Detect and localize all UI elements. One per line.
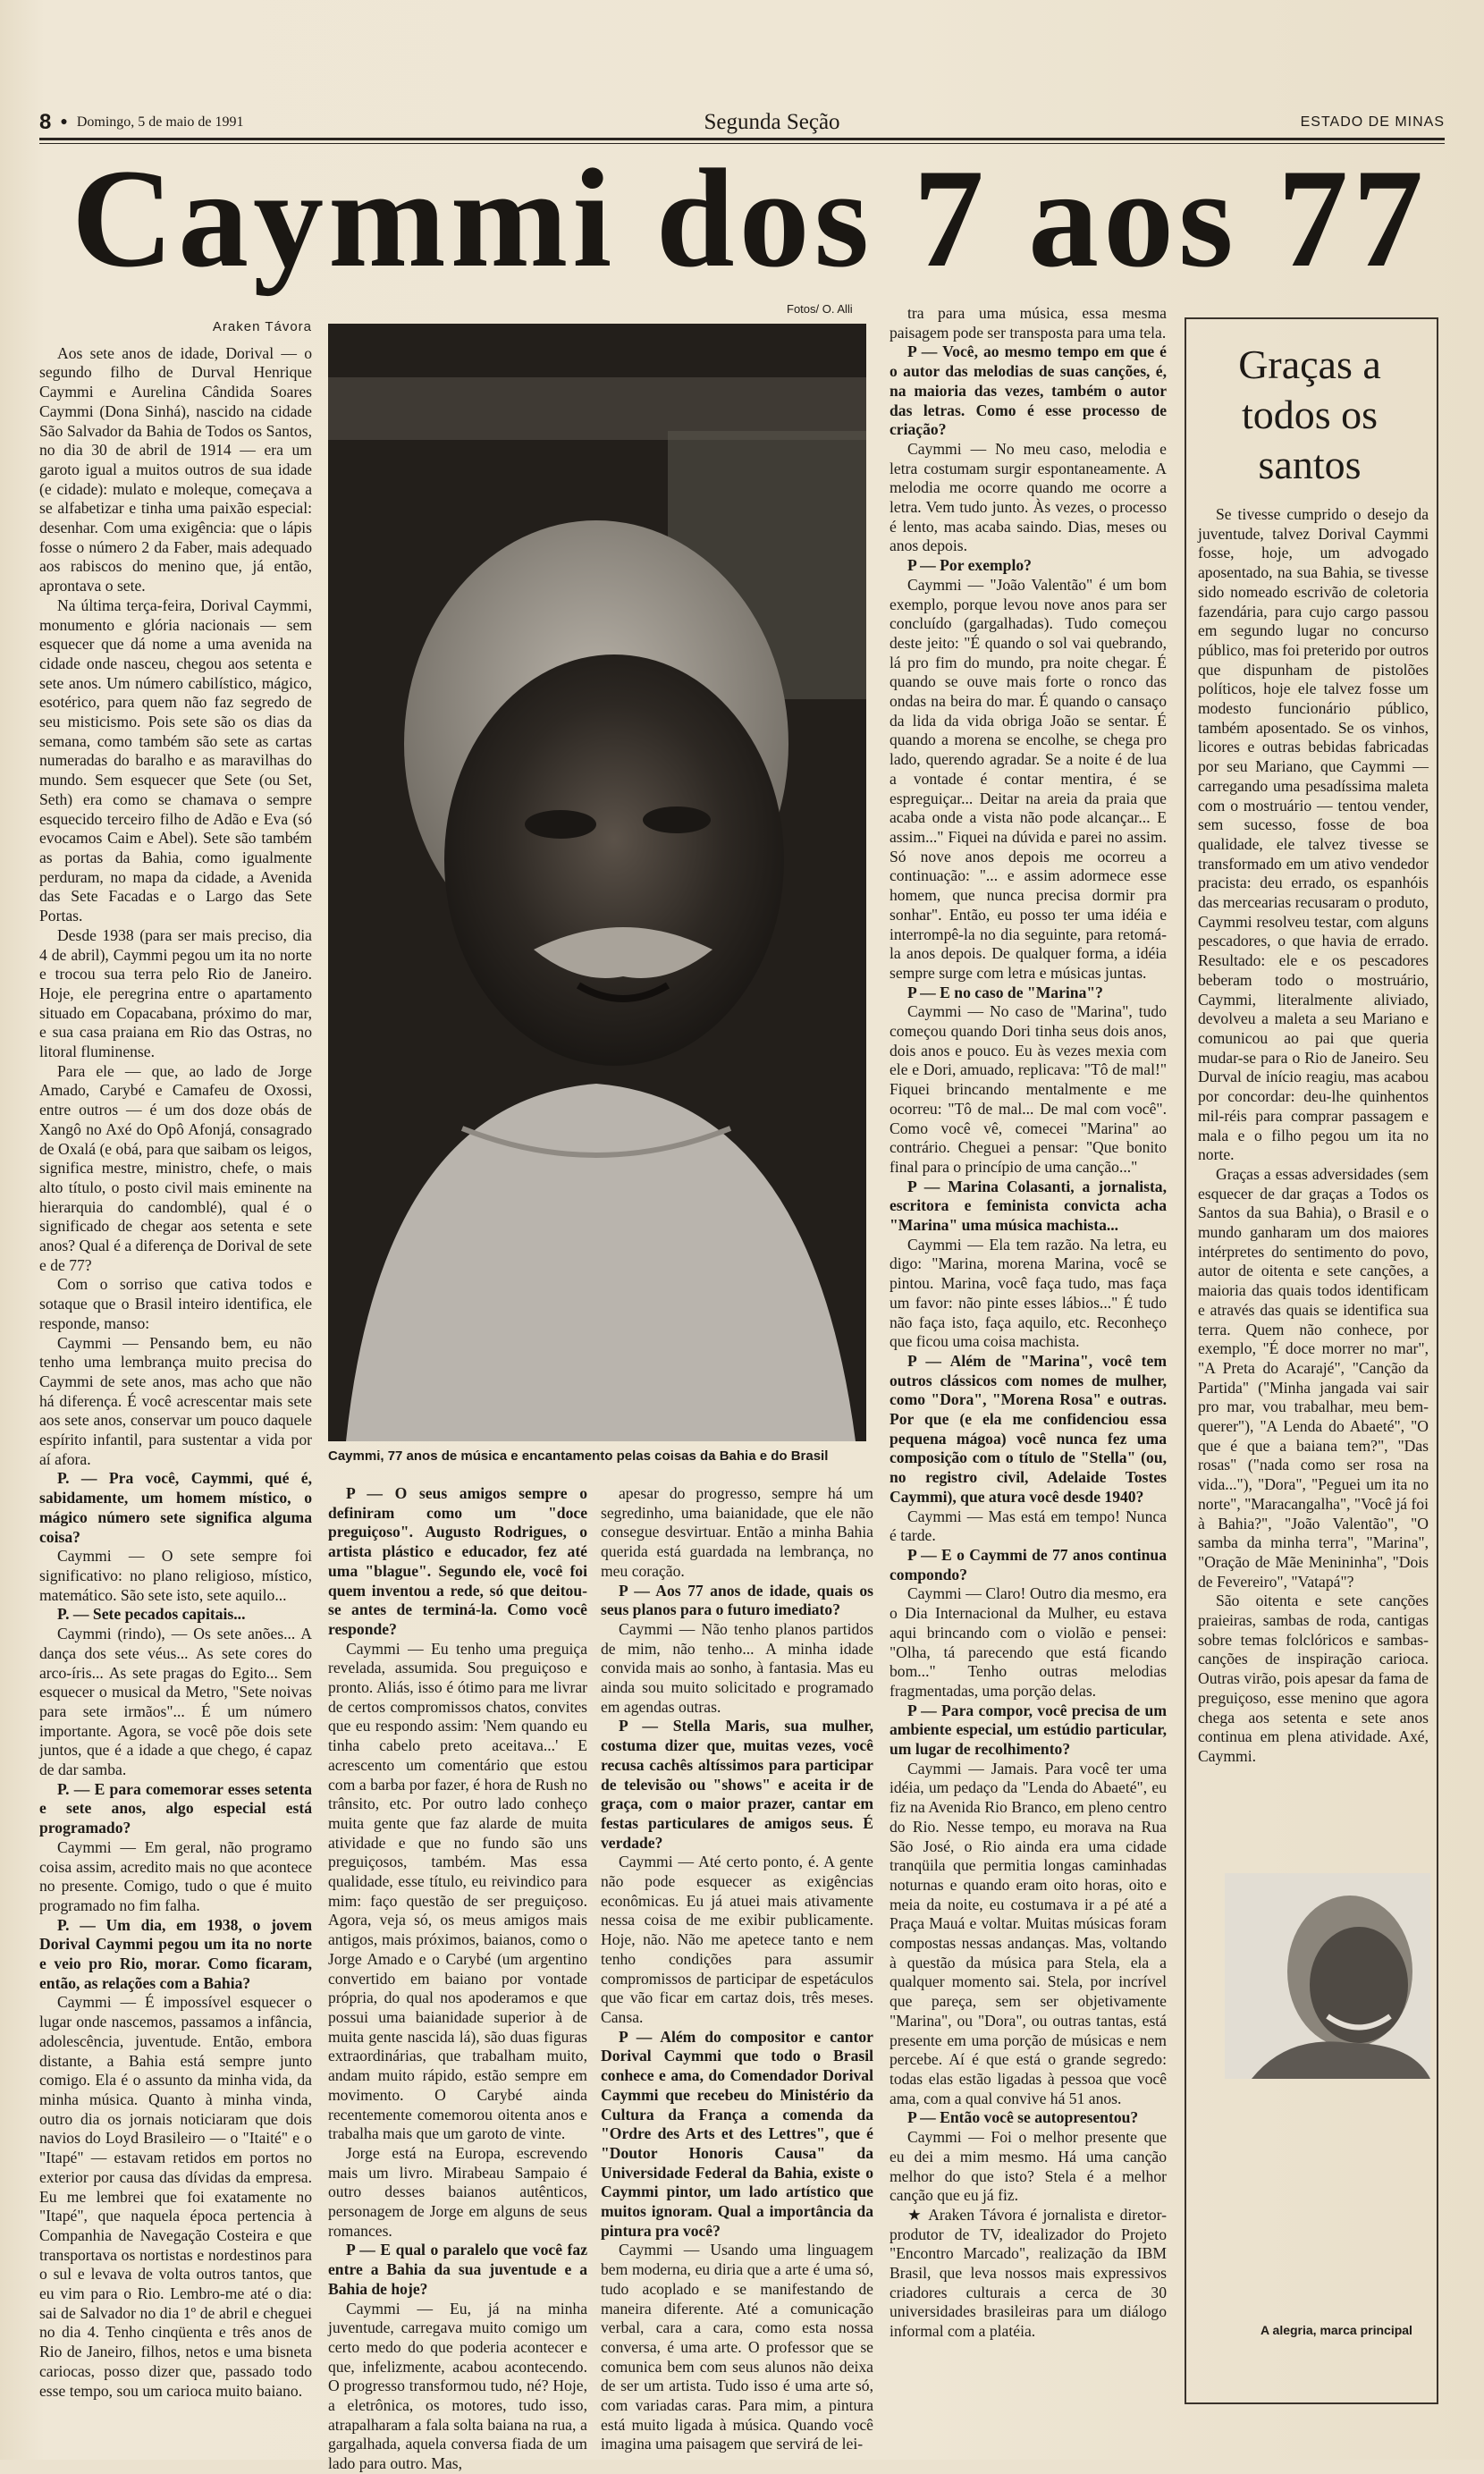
photo-caption: Caymmi, 77 anos de música e encantamento pelas coisas da Bahia e do Brasil [328, 1448, 829, 1464]
article-paragraph: Aos sete anos de idade, Dorival — o segundo filho de Durval Henrique Caymmi e Aurelina Cândida Soares Caymmi (Dona Sinhá), nascido na cidade São Salvador da Bahia de Todos os Santos, no dia 30 de abril de 1914 — era um garoto igual a muitos outros de sua idade (e cidade): mulato e moleque, começava a se alfabetizar e tinha uma paixão especial: desenhar. Com uma exigência: que o lápis fosse o número 2 da Faber, mais adequado aos rabiscos do menino que, já então, aprontava o sete. [39, 343, 312, 595]
byline: Araken Távora [212, 319, 312, 334]
bullet-icon: ● [60, 115, 68, 129]
article-paragraph: Desde 1938 (para ser mais preciso, dia 4 de abril), Caymmi pegou um ita no norte e trocou sua terra pelo Rio de Janeiro. Hoje, ele peregrina entre o apartamento situado em Copacabana, próximo do mar, e sua casa praiana em Rio das Ostras, no litoral fluminense. [39, 925, 312, 1061]
article-paragraph: P — Você, ao mesmo tempo em que é o autor das melodias de suas canções, é, na maioria das vezes, também o autor das letras. Como é esse processo de criação? [890, 342, 1167, 439]
article-paragraph: P — E qual o paralelo que você faz entre a Bahia da sua juventude e a Bahia de hoje? [328, 2241, 587, 2298]
article-paragraph: Caymmi — Foi o melhor presente que eu dei a mim mesmo. Há uma canção melhor do que isto? Stela é a melhor canção que eu já fiz. [890, 2128, 1167, 2205]
sidebar-title [1189, 340, 1430, 490]
article-paragraph: tra para uma música, essa mesma paisagem pode ser transposta para uma tela. [890, 304, 1167, 342]
article-paragraph: P — Marina Colasanti, a jornalista, escritora e feminista convicta acha "Marina" uma música machista... [890, 1177, 1167, 1235]
article-paragraph: P — Por exemplo? [907, 556, 1032, 575]
section-name: Segunda Seção [704, 110, 840, 134]
article-paragraph: Na última terça-feira, Dorival Caymmi, monumento e glória nacionais — sem esquecer que dá nome a uma avenida na cidade onde nasceu, chegou aos setenta e sete anos. Um número cabilístico, mágico, esotérico, para quem não faz segredo de seu misticismo. Pois sete são os dias da semana, como também são sete as cartas numeradas do baralho e as maravilhas do mundo. Sem esquecer que Sete (ou Set, Seth) era como se chamava o sempre esquecido terceiro filho de Adão e Eva (só evocamos Caim e Abel). Sete são também as portas da Bahia, como igualmente perduram, no mapa da cidade, a Avenida das Sete Facadas e o Largo das Sete Portas. [39, 595, 312, 925]
article-paragraph: Caymmi — Pensando bem, eu não tenho uma lembrança muito precisa do Caymmi de sete anos, mas acho que não há diferença. É você acrescentar mais sete aos sete anos, conservar um pouco daquele espírito infantil, para sustentar a vida por aí afora. [39, 1333, 312, 1468]
sidebar-paragraph: Graças a essas adversidades (sem esquecer de dar graças a Todos os Santos da sua Bahia), o Brasil e o mundo ganharam um dos maiores intérpretes do sentimento do povo, autor de oitenta e sete canções, a maioria das quais todos identificam e através das quais se identifica sua terra. Quem não conhece, por exemplo, "É doce morrer no mar", "A Preta do Acarajé", "Canção da Partida" ("Minha jangada vai sair pro mar, vou trabalhar, meu bem-querer"), "A Lenda do Abaeté", "O que é que a baiana tem?", "Das rosas" ("nada como ser rosa na vida..."), "Dora", "Peguei um ita no norte", "Maracangalha", "Você já foi à Bahia?", "João Valentão", "O samba da minha terra", "Marina", "Oração de Mãe Menininha", "Dois de Fevereiro", "Vatapá"? [1198, 1164, 1429, 1591]
article-paragraph: Caymmi — Em geral, não programo coisa assim, acredito mais no que acontece no presente. Comigo, tudo o que é muito programado no fim falha. [39, 1837, 312, 1914]
caymmi-smiling-photo [1225, 1873, 1430, 2079]
sidebar-photo-caption: A alegria, marca principal [1261, 2323, 1412, 2337]
article-paragraph: Caymmi (rindo), — Os sete anões... A dança dos sete véus... As sete cores do arco-íris... As sete pragas do Egito... Sem esquecer o musical da Metro, "Sete noivas para sete irmãos"... É um número importante. Agora, se você põe dois sete juntos, que é a idade a que chego, é capaz de dar samba. [39, 1625, 312, 1779]
article-paragraph: P. — E para comemorar esses setenta e sete anos, algo especial está programado? [39, 1779, 312, 1837]
article-paragraph: Caymmi — Eu, já na minha juventude, carregava muito comigo um certo medo do que poderia acontecer e que, infelizmente, acabou acontecendo. O progresso transformou tudo, né? Hoje, a eletrônica, os motores, tudo isso, atrapalharam a fala solta baiana na rua, a gargalhada, aquela conversa fiada de um lado para outro. Mas, [328, 2299, 587, 2473]
article-paragraph: P — E no caso de "Marina"? [907, 983, 1103, 1001]
sidebar-paragraph: São oitenta e sete canções praieiras, sambas de roda, cantigas sobre temas folclóricos e sambas-canções de inspiração carioca. Outras virão, pois apesar da fama de preguiçoso, esse menino que agora chega aos setenta e sete anos continua em plena atividade. Axé, Caymmi. [1198, 1592, 1429, 1765]
article-paragraph: P — Para compor, você precisa de um ambiente especial, um estúdio particular, um lugar de recolhimento? [890, 1701, 1167, 1759]
article-paragraph: Caymmi — Não tenho planos partidos de mim, não tenho... A minha idade convida mais ao sonho, à fantasia. Mas eu ainda sou muito solicitado e programado em agendas outras. [601, 1619, 873, 1716]
article-paragraph: ★ Araken Távora é jornalista e diretor-produtor de TV, idealizador do Projeto "Encontro Marcado", realização da IBM Brasil, que leva nossos mais expressivos criadores culturais a cerca de 30 universidades brasileiras para um diálogo informal com a platéia. [890, 2205, 1167, 2341]
article-paragraph: Caymmi — É impossível esquecer o lugar onde nascemos, passamos a infância, adolescência, juventude. Então, embora distante, a Bahia está sempre junto comigo. Ela é o assunto da minha vida, da minha música. Quanto à minha vinda, outro dia os jornais noticiaram que dois navios do Loyd Brasileiro — o "Itaité" e o "Itapé" — estavam retidos em portos no exterior por causa das dívidas da empresa. Eu me lembrei que foi exatamente no "Itapé", que naquela época pertencia à Companhia de Navegação Costeira e que transportava os nortistas e nordestinos para o sul e levava de volta outros tantos, que eu vim para o Rio. Lembro-me até o dia: sai de Salvador no dia 1º de abril e cheguei no dia 4. Tenho cinqüenta e três anos de Rio de Janeiro, filhos, netos e uma bisneta cariocas, posso dizer que, passado todo esse tempo, sou um carioca muito baiano. [39, 1993, 312, 2400]
article-paragraph: P — E o Caymmi de 77 anos continua compondo? [890, 1546, 1167, 1583]
article-paragraph: P — Além de "Marina", você tem outros clássicos com nomes de mulher, como "Dora", "Morena Rosa" e outras. Por que (e ela me confidenciou essa pequena mágoa) você nunca fez uma composição com o título de "Stella" (ou, no registro civil, Adelaide Tostes Caymmi), que atura você desde 1940? [890, 1351, 1167, 1506]
article-paragraph: Caymmi — Ela tem razão. Na letra, eu digo: "Marina, morena Marina, você se pintou. Marina, você faça tudo, mas faça um favor: não pinte esses lábios..." É tudo não faça isto, faça aquilo, etc. Reconheço que ficou uma coisa machista. [890, 1235, 1167, 1351]
sidebar-text [1198, 505, 1429, 1864]
sidebar-paragraph: Se tivesse cumprido o desejo da juventude, talvez Dorival Caymmi fosse, hoje, um advogado aposentado, na sua Bahia, se tivesse sido nomeado escrivão de coletoria fazendária, para cujo cargo passou em segundo lugar no concurso público, mas foi preterido por outros que dispunham de pistolões políticos, hoje ele talvez fosse um modesto funcionário público, também aposentado. Se os vinhos, licores e outras bebidas fabricadas por seu Mariano, que Caymmi — carregando uma pesadíssima maleta com o mostruário — tentou vender, sem sucesso, fosse de boa qualidade, ele talvez tivesse se transformado em um ativo vendedor pracista: deu errado, os espanhóis das mercearias recusaram o produto, Caymmi resolveu testar, com alguns pescadores, o que havia de errado. Resultado: ele e os pescadores beberam todo o mostruário, Caymmi, literalmente aliviado, devolveu a maleta a seu Mariano e comunicou ao pai que queria mudar-se para o Rio de Janeiro. Seu Durval de início reagiu, mas acabou por concordar: deu-lhe quinhentos mil-réis para comprar passagem e mala e o filho pegou um ita no norte. [1198, 505, 1429, 1164]
article-paragraph: Caymmi — No caso de "Marina", tudo começou quando Dori tinha seus dois anos, dois anos e pouco. Eu às vezes mexia com ele e Dori, amuado, replicava: "Tô de mal!" Fiquei brincando mentalmente e me ocorreu: "Tô de mal... De mal com você". Como você vê, comecei "Marina" ao contrário. Cheguei a pensar: "Que bonito final para o princípio de uma canção..." [890, 1002, 1167, 1176]
article-column-4 [890, 304, 1167, 2392]
article-paragraph: P. — Pra você, Caymmi, qué é, sabidamente, um homem místico, o mágico número sete significa alguma coisa? [39, 1469, 312, 1546]
newspaper-name: ESTADO DE MINAS [1300, 114, 1445, 130]
article-paragraph: Caymmi — Até certo ponto, é. A gente não pode esquecer as exigências econômicas. Eu já atuei mais ativamente nessa coisa de me exibir publicamente. Hoje, não. Não me apetece tanto e nem tenho condições para assumir compromissos de participar de espetáculos que vão ficar em cartaz dois, três meses. Cansa. [601, 1853, 873, 2026]
article-paragraph: P — Stella Maris, sua mulher, costuma dizer que, muitas vezes, você recusa cachês altíssimos para participar de televisão ou "shows" e aceita ir de graça, com o maior prazer, cantar em festas particulares de amigos seus. É verdade? [601, 1717, 873, 1852]
article-paragraph: P. — Sete pecados capitais... [57, 1605, 246, 1624]
article-paragraph: Caymmi — No meu caso, melodia e letra costumam surgir espontaneamente. A melodia me ocorre quando me ocorre a letra. Vem tudo junto. Às vezes, o processo é lento, mas acaba saindo. Dias, meses ou anos depois. [890, 439, 1167, 555]
page-header [39, 107, 1445, 138]
article-paragraph: Caymmi — Mas está em tempo! Nunca é tarde. [890, 1507, 1167, 1545]
article-paragraph: Caymmi — Jamais. Para você ter uma idéia, um pedaço da "Lenda do Abaeté", eu fiz na Avenida Rio Branco, em pleno centro do Rio. Nesse tempo, eu morava na Rua São José, o Rio ainda era uma cidade tranqüila que permitia longas caminhadas noturnas e quando eram oito horas, oito e meia da noite, eu costumava ir a pé até a Praça Mauá e voltar. Muitas músicas foram compostas nessas andanças. Mas, voltando à questão da música para Stela, ela a qualquer momento sai. Stela, por incrível que pareça, sem ser objetivamente "Marina", ou "Dora", ou outras tantas, está presente em uma porção de músicas e nem percebe. Aí é que está o grande segredo: todas elas estão ligadas à pessoa que você ama, com a qual convive há 51 anos. [890, 1759, 1167, 2107]
article-paragraph: P — Aos 77 anos de idade, quais os seus planos para o futuro imediato? [601, 1581, 873, 1619]
article-paragraph: P — O seus amigos sempre o definiram como um "doce preguiçoso". Augusto Rodrigues, o artista plástico e educador, fez até uma "blague". Segundo ele, você foi quem inventou a rede, só que deitou-se antes de terminá-la. Como você responde? [328, 1484, 587, 1638]
article-paragraph: P — Então você se autopresentou? [907, 2108, 1139, 2127]
article-paragraph: Caymmi — Usando uma linguagem bem moderna, eu diria que a arte é uma só, tudo acoplado e se manifestando de maneira diferente. Até a comunicação verbal, cara a cara, como esta nossa conversa, é uma arte. O professor que se comunica bem com seus alunos não deixa de ser um artista. Tudo isso é uma arte só, com variadas caras. Para mim, a pintura está muito ligada à música. Quando você imagina uma paisagem que servirá de lei- [601, 2241, 873, 2453]
issue-date: Domingo, 5 de maio de 1991 [76, 114, 244, 130]
page-number: 8 [39, 110, 52, 134]
article-paragraph: Com o sorriso que cativa todos e sotaque que o Brasil inteiro identifica, ele responde, manso: [39, 1275, 312, 1332]
article-paragraph: Jorge está na Europa, escrevendo mais um livro. Mirabeau Sampaio é outro desses baianos autênticos, personagem de Jorge em alguns de seus romances. [328, 2143, 587, 2240]
article-paragraph: Para ele — que, ao lado de Jorge Amado, Carybé e Camafeu de Oxossi, entre outros — é um dos doze obás de Xangô no Axé do Opô Afonjá, consagrado de Oxalá (e obá, para que saibam os leigos, significa mestre, ministro, chefe, o mais alto título, o posto civil mais eminente na hierarquia do candomblé), qual é o significado de chegar aos setenta e sete anos? Qual é a diferença de Dorival de sete e de 77? [39, 1061, 312, 1274]
article-paragraph: Caymmi — Claro! Outro dia mesmo, era o Dia Internacional da Mulher, eu estava aqui brincando com o violão e pensei: "Olha, tá parecendo que está ficando bom..." Tenho outras melodias fragmentadas, uma porção delas. [890, 1584, 1167, 1700]
article-paragraph: Caymmi — "João Valentão" é um bom exemplo, porque levou nove anos para ser concluído (gargalhadas). Tudo começou deste jeito: "É quando o sol vai quebrando, lá pro fim do mundo, pra noite chegar. É quando se ouve mais forte o ronco das ondas na beira do mar. É quando o cansaço da lida da vida obriga João se sentar. É quando a morena se encolhe, se chega pro lado, querendo agradar. Se a noite é de lua a vontade é contar mentira, é se espreguiçar... Deitar na areia da praia que acaba onde a vista não pode alcançar... E assim..." Fiquei na dúvida e parei no assim. Só nove anos depois me ocorreu a continuação: "... e assim adormece esse homem, que nunca precisa dormir pra sonhar". Então, eu posso ter uma idéia e interrompê-la no dia seguinte, para retomá-la anos depois. De qualquer forma, a idéia sempre surge com letra e músicas juntas. [890, 575, 1167, 982]
article-paragraph: P — Além do compositor e cantor Dorival Caymmi que todo o Brasil conhece e ama, do Comendador Dorival Caymmi que recebeu do Ministério da Cultura da França a comenda da "Ordre des Arts et des Lettres", que é "Doutor Honoris Causa" da Universidade Federal da Bahia, existe o Caymmi pintor, um lado artístico que muitos ignoram. Qual a importância da pintura pra você? [601, 2027, 873, 2240]
caymmi-portrait-photo [328, 324, 866, 1441]
article-column-1 [39, 317, 312, 2400]
article-paragraph: Caymmi — Eu tenho uma preguiça revelada, assumida. Sou preguiçoso e pronto. Aliás, isso é ótimo para me livrar de certos compromissos chatos, convites que eu respondo assim: 'Nem quando eu tinha cabelo preto aceitava...' E acrescento um comentário que estou com a barba por fazer, é hora de Rush no trânsito, etc. Por outro lado conheço muita gente que faz alarde de muita atividade e que no fundo são uns preguiçosos, também. Mas essa qualidade, esse título, eu reivindico para mim: faço questão de ser preguiçoso. Agora, veja só, os meus amigos mais antigos, mais próximos, baianos, como o Jorge Amado e o Carybé (um argentino convertido em baiano por vontade própria, do qual nos apoderamos e que possui uma baianidade superior à de muita gente nascida lá), são duas figuras extraordinárias, que trabalham muito, andam muito rápido, estão sempre em movimento. O Carybé ainda recentemente comemorou oitenta anos e trabalha mais que um garoto de vinte. [328, 1639, 587, 2143]
article-paragraph: P. — Um dia, em 1938, o jovem Dorival Caymmi pegou um ita no norte e veio pro Rio, morar. Como ficaram, então, as relações com a Bahia? [39, 1915, 312, 1992]
article-column-3 [601, 1484, 873, 2453]
photo-credit: Fotos/ O. Alli [787, 302, 853, 316]
article-column-2 [328, 1484, 587, 2473]
header-left [39, 110, 243, 135]
article-paragraph: Caymmi — O sete sempre foi significativo: no plano religioso, místico, matemático. São sete isto, sete aquilo... [39, 1547, 312, 1604]
sidebar-title-text: Graças a todos os santos [1238, 342, 1381, 487]
article-paragraph: apesar do progresso, sempre há um segredinho, uma baianidade, que ele não consegue desvirtuar. Então a minha Bahia querida está guardada na lembrança, no meu coração. [601, 1484, 873, 1580]
article-headline: Caymmi dos 7 aos 77 [72, 140, 1429, 297]
